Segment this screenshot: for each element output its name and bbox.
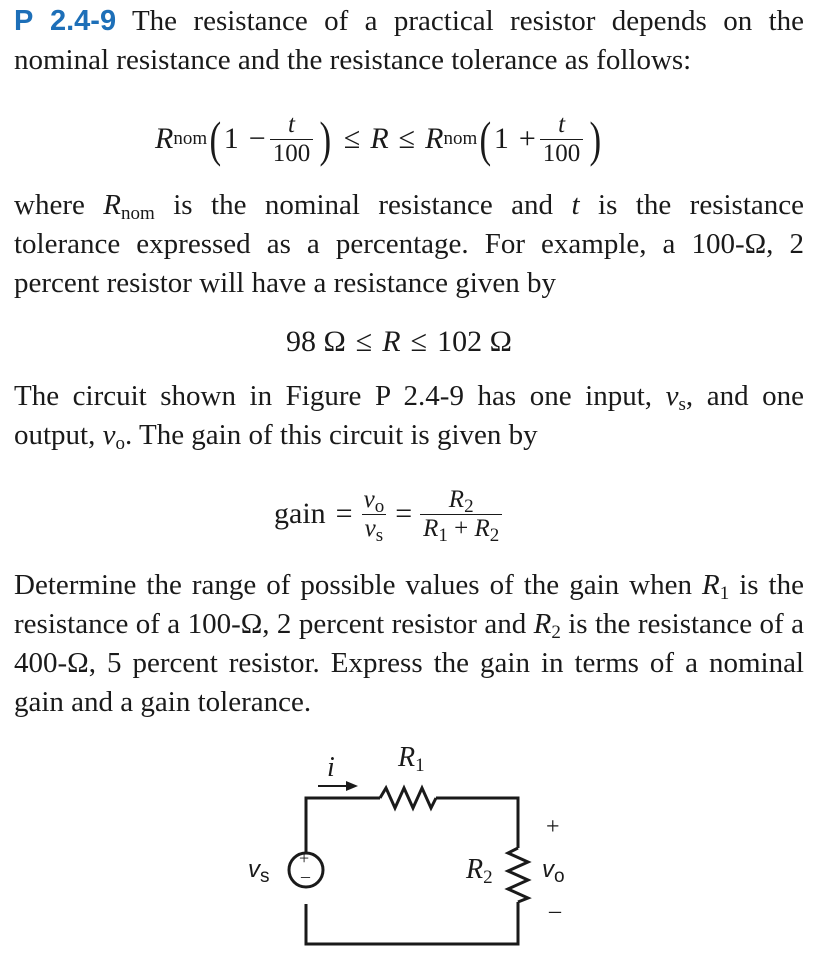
problem-number: P 2.4-9 <box>14 5 117 37</box>
vo-plus-sign: + <box>546 814 560 840</box>
resistor-r1 <box>380 788 436 808</box>
vs-label: $v_s$ <box>248 856 270 887</box>
wire-bottom <box>306 902 518 944</box>
source-plus-sign: + <box>299 848 310 868</box>
paragraph-circuit: The circuit shown in Figure P 2.4-9 has one input, $v_s$, and one output, $v_o$. The gain of this circuit is given by <box>14 380 805 454</box>
close-paren: ) <box>589 111 602 167</box>
r2-label: $R_2$ <box>466 854 493 888</box>
fraction-t-100: $\frac{t}{100}$ <box>540 111 584 168</box>
gain-equation: gain = $\frac{v_o}{v_s}$ = $\frac{R_2}{R_1 + R_2}$ <box>274 474 510 554</box>
vo-label: $v_o$ <box>542 856 565 887</box>
tolerance-equation: R nom ( 1 − $\frac{t}{100}$ ) ≤ R ≤ R nom ( 1 + $\frac{t}{100}$ ) <box>155 110 602 167</box>
wire-top-right <box>436 798 518 848</box>
fraction-vo-vs: $\frac{v_o}{v_s}$ <box>363 485 385 546</box>
current-label: i <box>327 752 335 783</box>
source-minus-sign: – <box>301 866 310 886</box>
paragraph-task: Determine the range of possible values of the gain when $R_1$ is the resistance of a 100-Ω, 2 percent resistor and $R_2$ is the resistance of a 400-Ω, 5 percent resistor. Express the gain in terms of a nominal gain and a gain tolerance. <box>14 569 804 718</box>
open-paren: ( <box>479 111 492 167</box>
paragraph-definition: where $R_{nom}$ is the nominal resistance and t is the resistance tolerance expressed as a percentage. For example, a 100-Ω, 2 percent resistor will have a resistance given by <box>14 189 805 299</box>
example-range-equation: 98 Ω ≤ R ≤ 102 Ω <box>286 325 512 358</box>
resistor-r2 <box>508 848 528 902</box>
r1-label: $R_1$ <box>398 742 425 776</box>
fraction-r2-sum: $\frac{R_2}{R_1 + R_2}$ <box>420 486 502 543</box>
close-paren: ) <box>319 111 332 167</box>
open-paren: ( <box>209 111 222 167</box>
current-arrowhead <box>346 781 358 791</box>
intro-text: The resistance of a practical resistor depends on the nominal resistance and the resistance tolerance as follows: <box>14 5 804 76</box>
fraction-t-100: $\frac{t}{100}$ <box>270 111 314 168</box>
vo-minus-sign: – <box>549 898 561 924</box>
